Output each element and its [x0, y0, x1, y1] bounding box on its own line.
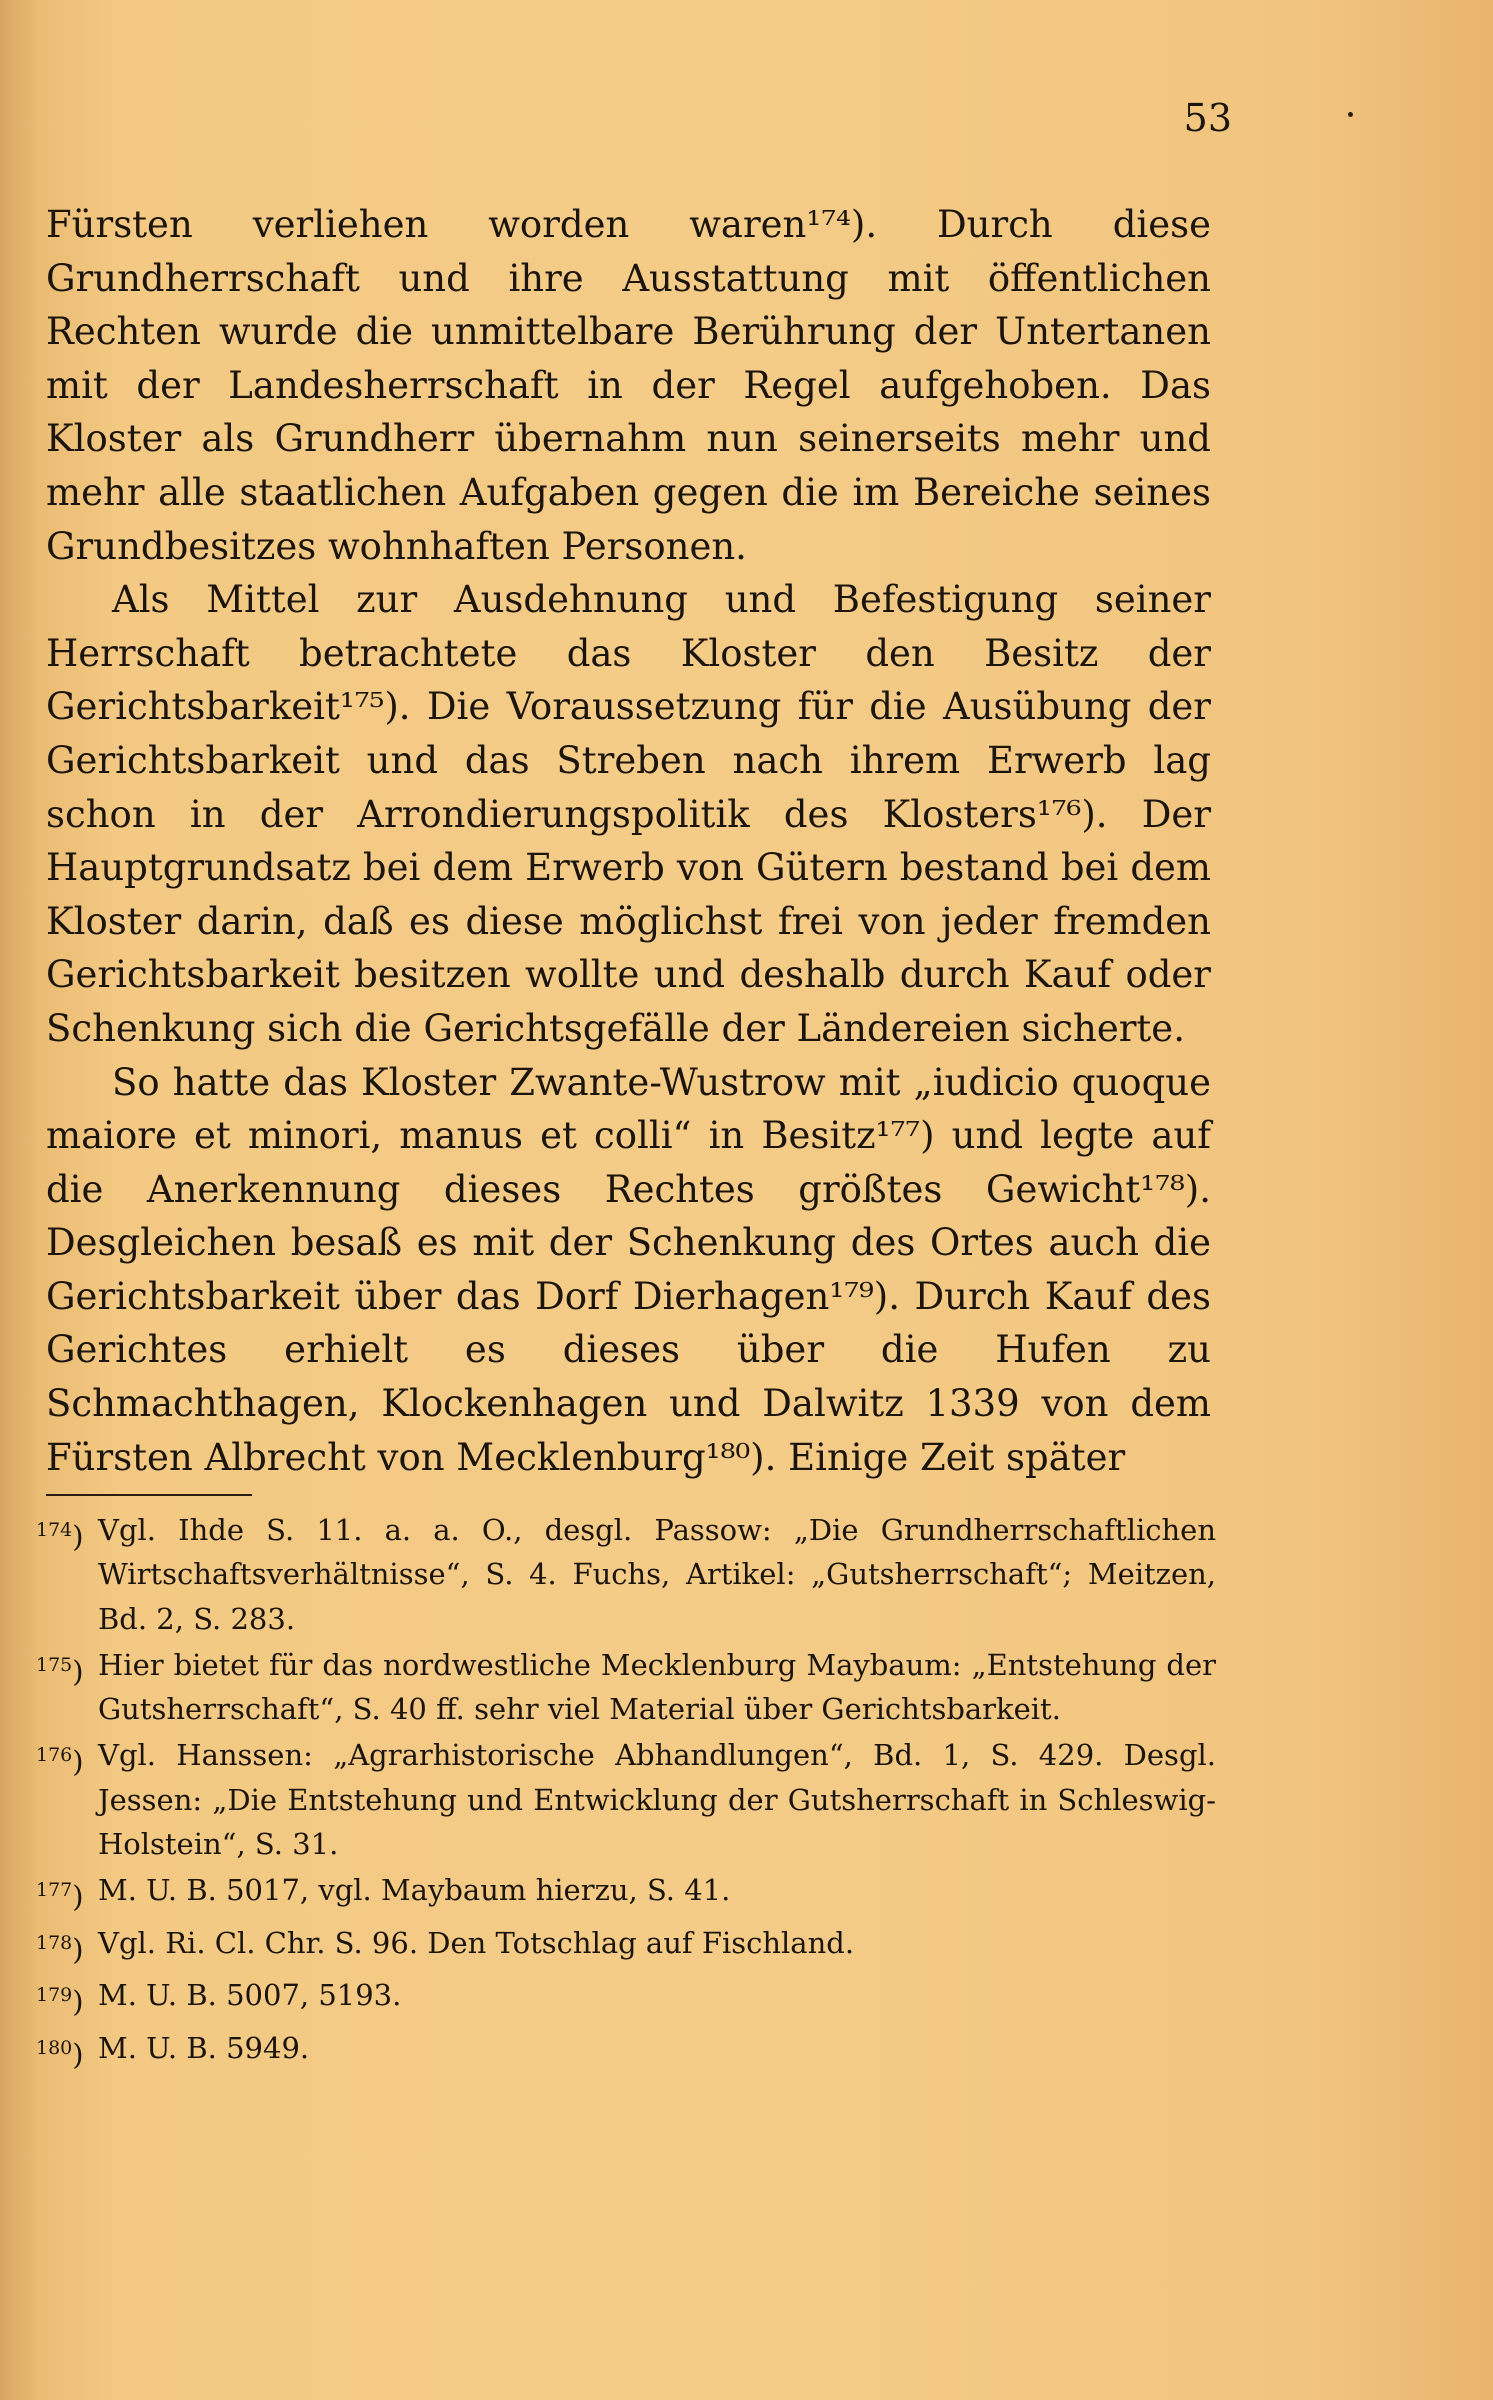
footnote-text: M. U. B. 5017, vgl. Maybaum hierzu, S. 41.	[98, 1873, 731, 1908]
footnote-174: $^{174}$) Vgl. Ihde S. 11. a. a. O., desgl. Passow: „Die Grundherrschaftlichen Wirtschaftsverhältnisse“, S. 4. Fuchs, Artikel: „Gutsherrschaft“; Meitzen, Bd. 2, S. 283.	[36, 1508, 1216, 1641]
footnote-number: 179	[36, 1984, 73, 2007]
footnote-number: 174	[36, 1519, 73, 1541]
footnote-179: $^{179}$) M. U. B. 5007, 5193.	[36, 1973, 1216, 2024]
footnote-176: $^{176}$) Vgl. Hanssen: „Agrarhistorische Abhandlungen“, Bd. 1, S. 429. Desgl. Jessen: „Die Entstehung und Entwicklung der Gutsherrschaft in Schleswig-Holstein“, S. 31.	[36, 1733, 1216, 1866]
footnote-number: 175	[36, 1653, 73, 1676]
footnote-text: Vgl. Ihde S. 11. a. a. O., desgl. Passow: „Die Grundherrschaftlichen Wirtschaftsverhältnisse“, S. 4. Fuchs, Artikel: „Gutsherrschaft“; Meitzen, Bd. 2, S. 283.	[98, 1513, 1216, 1636]
body-text	[46, 198, 1211, 1484]
footnote-text: Hier bietet für das nordwestliche Mecklenburg Maybaum: „Entstehung der Gutsherrschaft“, S. 40 ff. sehr viel Material über Gerichtsbarkeit.	[98, 1647, 1216, 1727]
footnote-178: $^{178}$) Vgl. Ri. Cl. Chr. S. 96. Den Totschlag auf Fischland.	[36, 1921, 1216, 1972]
footnote-175: $^{175}$) Hier bietet für das nordwestliche Mecklenburg Maybaum: „Entstehung der Gutsherrschaft“, S. 40 ff. sehr viel Material über Gerichtsbarkeit.	[36, 1643, 1216, 1732]
paragraph-1: Fürsten verliehen worden waren¹⁷⁴). Durch diese Grundherrschaft und ihre Ausstattung mit öffentlichen Rechten wurde die unmittelbare Berührung der Untertanen mit der Landesherrschaft in der Regel aufgehoben. Das Kloster als Grundherr übernahm nun seinerseits mehr und mehr alle staatlichen Aufgaben gegen die im Bereiche seines Grundbesitzes wohnhaften Personen.	[46, 203, 1211, 568]
footnote-text: M. U. B. 5007, 5193.	[98, 1978, 402, 2013]
footnote-number: 176	[36, 1744, 73, 1767]
footnote-text: Vgl. Ri. Cl. Chr. S. 96. Den Totschlag auf Fischland.	[98, 1925, 855, 1960]
footnote-number: 177	[36, 1879, 73, 1902]
paragraph-3: So hatte das Kloster Zwante-Wustrow mit „iudicio quoque maiore et minori, manus et colli“ in Besitz¹⁷⁷) und legte auf die Anerkennung dieses Rechtes größtes Gewicht¹⁷⁸). Desgleichen besaß es mit der Schenkung des Ortes auch die Gerichtsbarkeit über das Dorf Dierhagen¹⁷⁹). Durch Kauf des Gerichtes erhielt es dieses über die Hufen zu Schmachthagen, Klockenhagen und Dalwitz 1339 von dem Fürsten Albrecht von Mecklenburg¹⁸⁰). Einige Zeit später	[46, 1060, 1211, 1479]
footnote-177: $^{177}$) M. U. B. 5017, vgl. Maybaum hierzu, S. 41.	[36, 1868, 1216, 1919]
footnote-number: 178	[36, 1931, 73, 1954]
footnote-text: Vgl. Hanssen: „Agrarhistorische Abhandlungen“, Bd. 1, S. 429. Desgl. Jessen: „Die Entstehung und Entwicklung der Gutsherrschaft in Schleswig-Holstein“, S. 31.	[98, 1738, 1216, 1862]
footnote-number: 180	[36, 2037, 73, 2059]
footnote-text: M. U. B. 5949.	[98, 2031, 310, 2065]
paragraph-2: Als Mittel zur Ausdehnung und Befestigung seiner Herrschaft betrachtete das Kloster den Besitz der Gerichtsbarkeit¹⁷⁵). Die Voraussetzung für die Ausübung der Gerichtsbarkeit und das Streben nach ihrem Erwerb lag schon in der Arrondierungspolitik des Klosters¹⁷⁶). Der Hauptgrundsatz bei dem Erwerb von Gütern bestand bei dem Kloster darin, daß es diese möglichst frei von jeder fremden Gerichtsbarkeit besitzen wollte und deshalb durch Kauf oder Schenkung sich die Gerichtsgefälle der Ländereien sicherte.	[46, 578, 1211, 1050]
footnotes	[36, 1508, 1216, 2079]
footnote-180: $^{180}$) M. U. B. 5949.	[36, 2026, 1216, 2077]
ink-speck	[1348, 112, 1353, 117]
footnote-divider	[46, 1494, 252, 1496]
page-number: 53	[1183, 96, 1232, 140]
